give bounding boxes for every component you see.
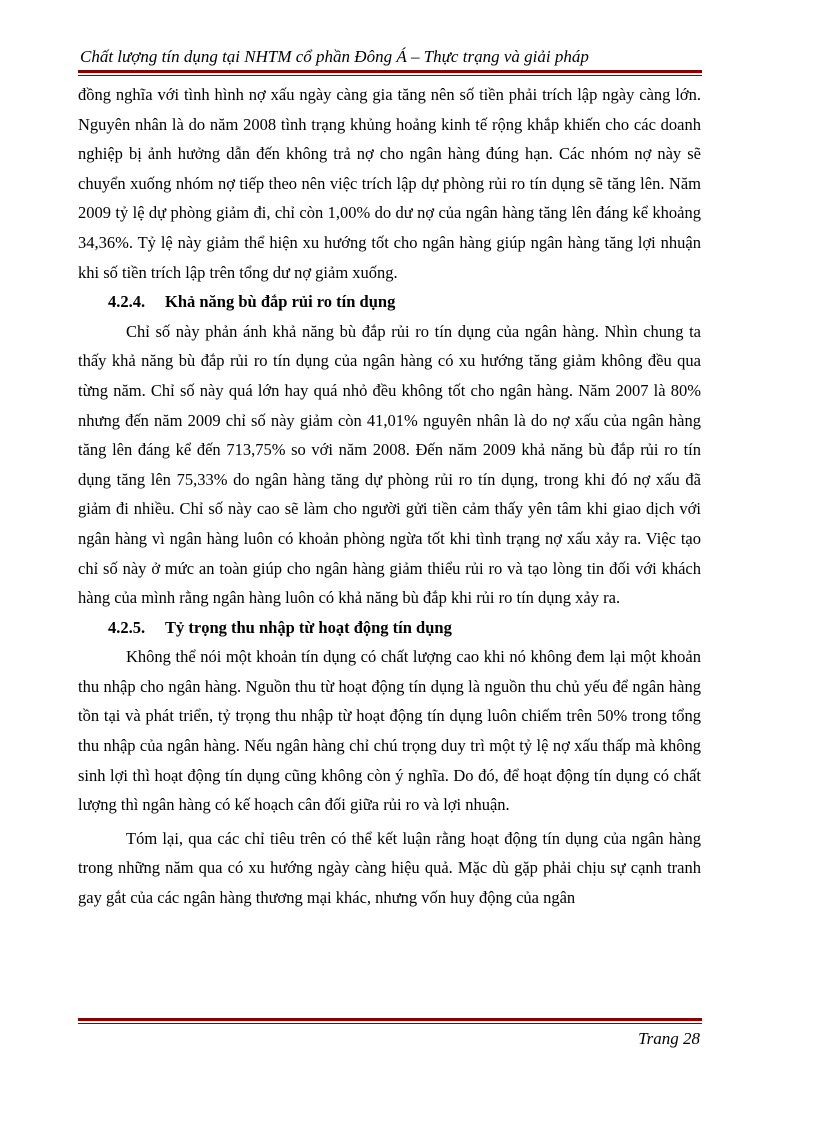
body-paragraph: Không thể nói một khoản tín dụng có chất lượng cao khi nó không đem lại một khoản thu nhập cho ngân hàng. Nguồn thu từ hoạt động tín dụng là nguồn thu chủ yếu để ngân hàng tồn tại và phát triển, tỷ trọng thu nhập từ hoạt động tín dụng luôn chiếm trên 50% trong tổng thu nhập của ngân hàng. Nếu ngân hàng chỉ chú trọng duy trì một tỷ lệ nợ xấu thấp mà không sinh lợi thì hoạt động tín dụng cũng không còn ý nghĩa. Do đó, để hoạt động tín dụng có chất lượng thì ngân hàng có kế hoạch cân đối giữa rủi ro và lợi nhuận. — [78, 647, 701, 815]
body-paragraph: đồng nghĩa với tình hình nợ xấu ngày càng gia tăng nên số tiền phải trích lập ngày càng lớn. Nguyên nhân là do năm 2008 tình trạng khủng hoảng kinh tế rộng khắp khiến cho các doanh nghiệp bị ảnh hưởng dẫn đến không trả nợ cho ngân hàng đúng hạn. Các nhóm nợ này sẽ chuyển xuống nhóm nợ tiếp theo nên việc trích lập dự phòng rủi ro tín dụng sẽ tăng lên. Năm 2009 tỷ lệ dự phòng giảm đi, chỉ còn 1,00% do dư nợ của ngân hàng tăng lên đáng kể khoảng 34,36%. Tỷ lệ này giảm thể hiện xu hướng tốt cho ngân hàng giúp ngân hàng tăng lợi nhuận khi số tiền trích lập trên tổng dư nợ giảm xuống. — [78, 85, 701, 282]
section-number: 4.2.4. — [108, 292, 146, 312]
section-title: Khả năng bù đắp rủi ro tín dụng — [165, 292, 396, 312]
header-rule-thin — [78, 75, 702, 76]
page-number: Trang 28 — [638, 1029, 700, 1048]
body-paragraph: Chỉ số này phản ánh khả năng bù đắp rủi ro tín dụng của ngân hàng. Nhìn chung ta thấy khả năng bù đắp rủi ro tín dụng của ngân hàng có xu hướng tăng giảm không đều qua từng năm. Chỉ số này quá lớn hay quá nhỏ đều không tốt cho ngân hàng. Năm 2007 là 80% nhưng đến năm 2009 chỉ số này giảm còn 41,01% nguyên nhân là do nợ xấu của ngân hàng tăng lên đáng kể đến 713,75% so với năm 2008. Đến năm 2009 khả năng bù đắp rủi ro tín dụng tăng lên 75,33% do ngân hàng tăng dự phòng rủi ro tín dụng, trong khi đó nợ xấu đã giảm đi nhiều. Chỉ số này cao sẽ làm cho người gửi tiền cảm thấy yên tâm khi giao dịch với ngân hàng vì ngân hàng luôn có khoản phòng ngừa tốt khi tình trạng nợ xấu xảy ra. Việc tạo chỉ số này ở mức an toàn giúp cho ngân hàng giảm thiểu rủi ro và tạo lòng tin đối với khách hàng của mình rằng ngân hàng luôn có khả năng bù đắp khi rủi ro tín dụng xảy ra. — [78, 321, 701, 608]
section-title: Tỷ trọng thu nhập từ hoạt động tín dụng — [165, 617, 452, 637]
body-paragraph: Tóm lại, qua các chỉ tiêu trên có thể kết luận rằng hoạt động tín dụng của ngân hàng trong những năm qua có xu hướng ngày càng hiệu quả. Mặc dù gặp phải chịu sự cạnh tranh gay gắt của các ngân hàng thương mại khác, nhưng vốn huy động của ngân — [78, 828, 701, 908]
header-title: Chất lượng tín dụng tại NHTM cổ phần Đông Á – Thực trạng và giải pháp — [80, 47, 589, 66]
section-heading-4-2-4 — [78, 287, 701, 317]
footer-rule-thin — [78, 1023, 702, 1024]
page-body — [78, 80, 701, 913]
section-number: 4.2.5. — [108, 617, 146, 637]
header-rule-thick — [78, 70, 702, 73]
section-heading-4-2-5 — [78, 613, 701, 643]
footer-rule-thick — [78, 1018, 702, 1021]
